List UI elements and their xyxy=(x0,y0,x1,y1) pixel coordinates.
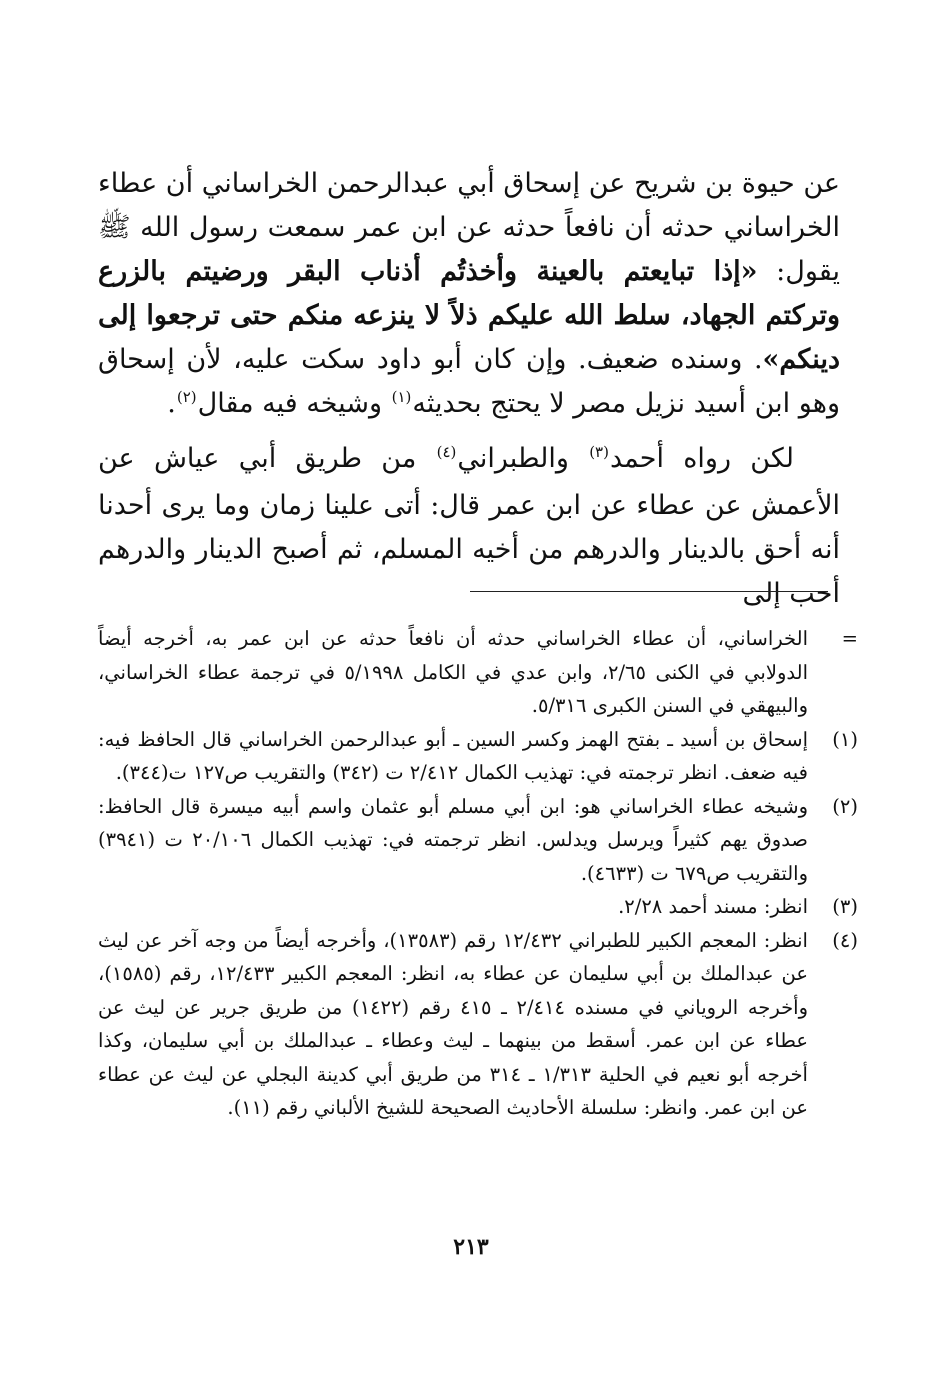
footnote-marker: (٣) xyxy=(832,895,858,918)
main-paragraph-1 xyxy=(98,162,840,429)
footnote-marker: (١) xyxy=(832,727,858,751)
footnote-text: إسحاق بن أسيد ـ بفتح الهمز وكسر السين ـ أبو عبدالرحمن الخراساني قال الحافظ فيه: فيه ضعف. انظر ترجمته في: تهذيب الكمال ٢/٤١٢ ت (٣٤٢) والتقريب ص١٢٧ ت(٣٤٤). xyxy=(98,727,808,784)
page-number: ٢١٣ xyxy=(453,1234,489,1260)
footnote-marker: = xyxy=(841,627,858,650)
narration-chain-text: عن حيوة بن شريح عن إسحاق أبي عبدالرحمن الخراساني أن عطاء الخراساني حدثه أن نافعاً حدثه عن ابن عمر سمعت رسول الله ﷺ يقول: xyxy=(98,168,840,287)
main-text xyxy=(98,162,840,616)
footnote-text: انظر: المعجم الكبير للطبراني ١٢/٤٣٢ رقم (١٣٥٨٣)، وأخرجه أيضاً من وجه آخر عن ليث عن عبدالملك بن أبي سليمان عن عطاء به، انظر: المعجم الكبير ١٢/٤٣٣، رقم (١٥٨٥)، وأخرجه الروياني في مسنده ٢/٤١٤ ـ ٤١٥ رقم (١٤٢٢) من طريق جرير عن ليث عن عطاء عن ابن عمر. أسقط من بينهما ـ ليث وعطاء ـ عبدالملك بن أبي سليمان، وكذا أخرجه أبو نعيم في الحلية ١/٣١٣ ـ ٣١٤ من طريق أبي كدينة البجلي عن ليث عن عطاء عن ابن عمر. وانظر: سلسلة الأحاديث الصحيحة للشيخ الألباني رقم (١١). xyxy=(98,928,808,1119)
footnote-text: انظر: مسند أحمد ٢/٢٨. xyxy=(618,895,808,918)
footnote-separator xyxy=(470,591,828,592)
hadith-text: «إذا تبايعتم بالعينة وأخذتُم أذناب البقر ورضيتم بالزرع وتركتم الجهاد، سلط الله عليكم ذلاً لا ينزعه منكم حتى ترجعوا إلى دينكم» xyxy=(98,256,840,375)
footnote-4 xyxy=(98,924,858,1125)
footnote-marker: (٤) xyxy=(832,928,858,952)
footnote-ref-4[interactable]: (٤) xyxy=(436,443,457,461)
footnote-marker: (٢) xyxy=(832,794,858,818)
footnote-ref-3[interactable]: (٣) xyxy=(589,443,609,461)
footnote-ref-1[interactable]: (١) xyxy=(391,388,412,406)
main-paragraph-2 xyxy=(98,437,840,616)
footnote-2 xyxy=(98,790,858,891)
footnote-ref-2[interactable]: (٢) xyxy=(176,388,197,406)
footnote-continued xyxy=(98,622,858,723)
paragraph-2-end: من طريق أبي عياش عن الأعمش عن عطاء عن ابن عمر قال: أتى علينا زمان وما يرى أحدنا أنه أحق بالدينار والدرهم من أخيه المسلم، ثم أصبح الدينار والدرهم أحب إلى xyxy=(98,443,840,609)
paragraph-2-middle: والطبراني xyxy=(457,443,589,474)
footnote-3 xyxy=(98,890,858,924)
commentary-text: . وسنده ضعيف. وإن كان أبو داود سكت عليه، لأن إسحاق وهو ابن أسيد نزيل مصر لا يحتج بحديثه xyxy=(98,344,840,419)
paragraph-2-start: لكن رواه أحمد xyxy=(609,443,794,474)
footnote-text: وشيخه عطاء الخراساني هو: ابن أبي مسلم أبو عثمان واسم أبيه ميسرة قال الحافظ: صدوق يهم كثيراً ويرسل ويدلس. انظر ترجمته في: تهذيب الكمال ٢٠/١٠٦ ت (٣٩٤١) والتقريب ص٦٧٩ ت (٤٦٣٣). xyxy=(98,794,808,885)
footnotes xyxy=(98,622,858,1125)
footnote-1 xyxy=(98,723,858,790)
commentary-text-2: وشيخه فيه مقال xyxy=(197,388,391,419)
footnote-text: الخراساني، أن عطاء الخراساني حدثه أن نافعاً حدثه عن ابن عمر به، أخرجه أيضاً الدولابي في الكنى ٢/٦٥، وابن عدي في الكامل ٥/١٩٩٨ في ترجمة عطاء الخراساني، والبيهقي في السنن الكبرى ٥/٣١٦. xyxy=(98,627,808,717)
paragraph-end: . xyxy=(167,388,176,419)
